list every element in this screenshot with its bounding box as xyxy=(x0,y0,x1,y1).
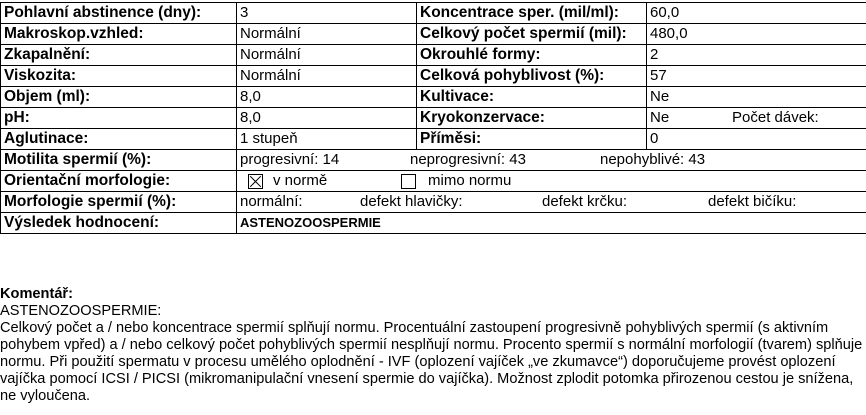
orientation-values xyxy=(237,171,866,192)
motility-progressive: progresivní: 14 xyxy=(240,151,340,168)
parameter-label: Kryokonzervace: xyxy=(417,108,647,129)
parameter-value xyxy=(647,108,866,129)
motility-row xyxy=(1,150,866,171)
comment-subtitle: ASTENOZOOSPERMIE: xyxy=(0,303,162,319)
parameter-row xyxy=(1,129,866,150)
parameter-value-text: Ne xyxy=(650,109,670,126)
morphology-row xyxy=(1,192,866,213)
parameter-label: Objem (ml): xyxy=(1,87,237,108)
parameter-value xyxy=(647,24,866,45)
parameter-value xyxy=(647,66,866,87)
comment-title: Komentář: xyxy=(0,286,73,302)
orientation-row xyxy=(1,171,866,192)
motility-nonprogressive: neprogresivní: 43 xyxy=(410,151,526,168)
parameter-row xyxy=(1,66,866,87)
parameter-value: Normální xyxy=(237,66,417,87)
result-value: ASTENOZOOSPERMIE xyxy=(237,213,866,234)
motility-label: Motilita spermií (%): xyxy=(1,150,237,171)
abnormal-checkbox[interactable] xyxy=(401,174,416,189)
parameter-row xyxy=(1,45,866,66)
parameter-value: 3 xyxy=(237,3,417,24)
lab-report xyxy=(0,2,866,234)
parameter-value-text: 2 xyxy=(650,46,659,63)
parameter-row xyxy=(1,24,866,45)
parameter-label: pH: xyxy=(1,108,237,129)
motility-immotile: nepohyblivé: 43 xyxy=(600,151,706,168)
parameter-value: Normální xyxy=(237,45,417,66)
morphology-neck-defect: defekt krčku: xyxy=(542,193,628,210)
parameter-label: Kultivace: xyxy=(417,87,647,108)
morphology-head-defect: defekt hlavičky: xyxy=(360,193,463,210)
parameter-label: Makroskop.vzhled: xyxy=(1,24,237,45)
comment-text: Celkový počet a / nebo koncentrace spermií splňují normu. Procentuální zastoupení progresivně pohyblivých spermií (s aktivním pohybem vpřed) a / nebo celkový počet pohyblivých spermií nesplňují normu. Procento spermií s normální morfologií (tvarem) splňuje normu. Při použití spermatu v procesu umělého oplodnění - IVF (oplození vajíček „ve zkumavce“) doporučujeme provést oplození vajíčka pomocí ICSI / PICSI (mikromanipulační vnesení spermie do vajíčka). Možnost zplodit potomka přirozenou cestou je snížena, ne vyloučena. xyxy=(0,320,863,404)
result-row xyxy=(1,213,866,234)
parameter-value: 1 stupeň xyxy=(237,129,417,150)
parameter-label: Aglutinace: xyxy=(1,129,237,150)
parameter-label: Příměsi: xyxy=(417,129,647,150)
parameter-value-text: Ne xyxy=(650,88,670,105)
parameter-value-text: 57 xyxy=(650,67,667,84)
dose-count-label: Počet dávek: xyxy=(732,109,819,126)
parameter-value-text: 480,0 xyxy=(650,25,688,42)
parameter-row xyxy=(1,3,866,24)
parameter-value xyxy=(647,129,866,150)
parameter-label: Viskozita: xyxy=(1,66,237,87)
parameter-value: 8,0 xyxy=(237,87,417,108)
parameter-label: Koncentrace sper. (mil/ml): xyxy=(417,3,647,24)
parameter-label: Celková pohyblivost (%): xyxy=(417,66,647,87)
parameter-value xyxy=(647,87,866,108)
normal-option-label: v normě xyxy=(273,172,328,189)
normal-checkbox[interactable] xyxy=(248,174,263,189)
morphology-label: Morfologie spermií (%): xyxy=(1,192,237,213)
parameter-label: Pohlavní abstinence (dny): xyxy=(1,3,237,24)
parameter-label: Celkový počet spermií (mil): xyxy=(417,24,647,45)
result-label: Výsledek hodnocení: xyxy=(1,213,237,234)
parameter-value: 8,0 xyxy=(237,108,417,129)
morphology-normal: normální: xyxy=(240,193,303,210)
orientation-label: Orientační morfologie: xyxy=(1,171,237,192)
parameter-row xyxy=(1,87,866,108)
parameter-value-text: 0 xyxy=(650,130,659,147)
parameters-table xyxy=(0,2,866,150)
parameter-row xyxy=(1,108,866,129)
comment-section xyxy=(0,286,866,405)
parameter-value-text: 60,0 xyxy=(650,4,680,21)
parameter-value: Normální xyxy=(237,24,417,45)
morphology-tail-defect: defekt bičíku: xyxy=(708,193,797,210)
parameter-label: Okrouhlé formy: xyxy=(417,45,647,66)
abnormal-option-label: mimo normu xyxy=(428,172,512,189)
motility-values xyxy=(237,150,866,171)
parameter-label: Zkapalnění: xyxy=(1,45,237,66)
parameter-value xyxy=(647,45,866,66)
motility-morphology-table xyxy=(0,150,866,234)
morphology-values xyxy=(237,192,866,213)
parameter-value xyxy=(647,3,866,24)
